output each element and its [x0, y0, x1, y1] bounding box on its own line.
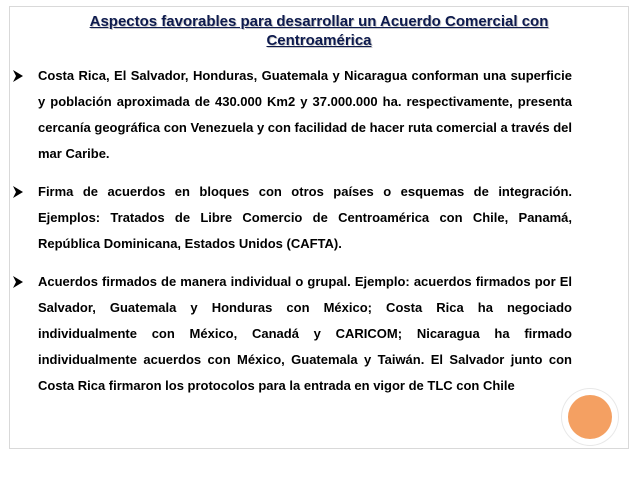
decorative-orange-circle — [568, 395, 612, 439]
frame-top-border — [9, 6, 629, 7]
arrow-bullet-icon — [12, 179, 26, 205]
slide-title — [50, 12, 588, 50]
arrow-bullet-icon — [12, 269, 26, 295]
frame-right-border — [628, 6, 629, 449]
bullet-item-2 — [12, 179, 572, 257]
bullet-text-2: Firma de acuerdos en bloques con otros países o esquemas de integración. Ejemplos: Tratados de Libre Comercio de Centroamérica con Chile, Panamá, República Dominicana, Estados Unidos (CAFTA). — [38, 184, 572, 251]
bullet-text-1: Costa Rica, El Salvador, Honduras, Guatemala y Nicaragua conforman una superficie y población aproximada de 430.000 Km2 y 37.000.000 ha. respectivamente, presenta cercanía geográfica con Venezuela y con facilidad de hacer ruta comercial a través del mar Caribe. — [38, 68, 572, 161]
slide-title-line-1: Aspectos favorables para desarrollar un Acuerdo Comercial con — [89, 13, 549, 30]
bullet-text-3: Acuerdos firmados de manera individual o grupal. Ejemplo: acuerdos firmados por El Salvador, Guatemala y Honduras con México; Costa Rica ha negociado individualmente con México, Canadá y CARICOM; Nicaragua ha firmado individualmente acuerdos con México, Guatemala y Taiwán. El Salvador junto con Costa Rica firmaron los protocolos para la entrada en vigor de TLC con Chile — [38, 274, 572, 393]
bullet-item-3 — [12, 269, 572, 399]
frame-bottom-border — [9, 448, 629, 449]
bullet-item-1 — [12, 63, 572, 167]
slide-title-line-2: Centroamérica — [266, 32, 372, 49]
arrow-bullet-icon — [12, 63, 26, 89]
bullet-list — [12, 63, 572, 399]
frame-left-border — [9, 6, 10, 449]
